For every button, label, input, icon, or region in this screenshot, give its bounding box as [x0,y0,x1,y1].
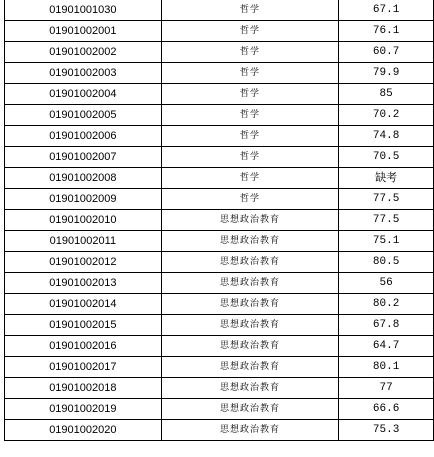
candidate-id-cell: 01901002018 [5,378,162,399]
candidate-id-cell: 01901002012 [5,252,162,273]
table-row [5,231,434,252]
major-cell: 思想政治教育 [161,252,339,273]
major-cell: 哲学 [161,147,339,168]
major-cell: 思想政治教育 [161,294,339,315]
table-row [5,189,434,210]
table-row [5,105,434,126]
table-row [5,357,434,378]
score-cell: 75.3 [339,420,434,441]
score-cell: 80.2 [339,294,434,315]
major-cell: 思想政治教育 [161,399,339,420]
score-cell: 70.2 [339,105,434,126]
score-cell: 60.7 [339,42,434,63]
score-cell: 85 [339,84,434,105]
score-cell: 67.8 [339,315,434,336]
candidate-id-cell: 01901002004 [5,84,162,105]
major-cell: 哲学 [161,0,339,21]
table-row [5,126,434,147]
major-cell: 哲学 [161,126,339,147]
candidate-id-cell: 01901002013 [5,273,162,294]
table-row [5,0,434,21]
candidate-id-cell: 01901002017 [5,357,162,378]
table-row [5,84,434,105]
score-cell: 77 [339,378,434,399]
candidate-id-cell: 01901002015 [5,315,162,336]
candidate-id-cell: 01901002002 [5,42,162,63]
score-cell: 75.1 [339,231,434,252]
candidate-id-cell: 01901001030 [5,0,162,21]
score-cell: 70.5 [339,147,434,168]
major-cell: 哲学 [161,63,339,84]
candidate-id-cell: 01901002014 [5,294,162,315]
score-cell: 66.6 [339,399,434,420]
candidate-id-cell: 01901002005 [5,105,162,126]
major-cell: 哲学 [161,168,339,189]
score-cell: 56 [339,273,434,294]
candidate-id-cell: 01901002016 [5,336,162,357]
score-cell: 74.8 [339,126,434,147]
major-cell: 思想政治教育 [161,357,339,378]
table-row [5,399,434,420]
candidate-id-cell: 01901002006 [5,126,162,147]
table-row [5,420,434,441]
candidate-id-cell: 01901002008 [5,168,162,189]
major-cell: 思想政治教育 [161,420,339,441]
table-row [5,21,434,42]
major-cell: 哲学 [161,21,339,42]
major-cell: 思想政治教育 [161,231,339,252]
score-cell: 67.1 [339,0,434,21]
major-cell: 思想政治教育 [161,378,339,399]
table-row [5,378,434,399]
major-cell: 哲学 [161,84,339,105]
table-row [5,42,434,63]
major-cell: 思想政治教育 [161,336,339,357]
candidate-id-cell: 01901002020 [5,420,162,441]
table-row [5,63,434,84]
score-cell: 77.5 [339,210,434,231]
candidate-id-cell: 01901002001 [5,21,162,42]
score-cell: 77.5 [339,189,434,210]
table-row [5,210,434,231]
candidate-id-cell: 01901002011 [5,231,162,252]
table-row [5,168,434,189]
table-row [5,294,434,315]
major-cell: 思想政治教育 [161,273,339,294]
candidate-id-cell: 01901002003 [5,63,162,84]
major-cell: 思想政治教育 [161,315,339,336]
score-cell: 80.5 [339,252,434,273]
table-row [5,252,434,273]
major-cell: 哲学 [161,105,339,126]
candidate-id-cell: 01901002009 [5,189,162,210]
candidate-id-cell: 01901002019 [5,399,162,420]
score-cell: 79.9 [339,63,434,84]
table-row [5,336,434,357]
score-cell: 64.7 [339,336,434,357]
score-cell: 76.1 [339,21,434,42]
table-row [5,147,434,168]
major-cell: 思想政治教育 [161,210,339,231]
score-table [4,0,434,441]
candidate-id-cell: 01901002010 [5,210,162,231]
major-cell: 哲学 [161,189,339,210]
table-row [5,273,434,294]
score-cell: 80.1 [339,357,434,378]
candidate-id-cell: 01901002007 [5,147,162,168]
table-row [5,315,434,336]
score-cell: 缺考 [339,168,434,189]
major-cell: 哲学 [161,42,339,63]
